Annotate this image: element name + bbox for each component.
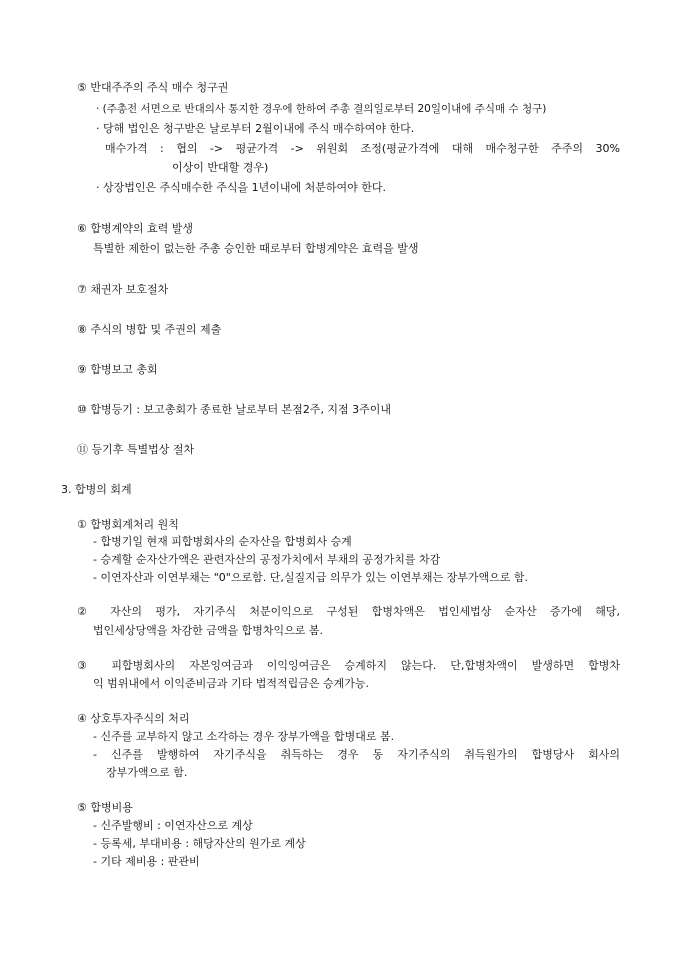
item-8-heading: ⑧ 주식의 병합 및 주권의 제출 (77, 323, 222, 336)
text-line: 매수가격 : 협의 -> 평균가격 -> 위원회 조정(평균가격에 대해 매수청구한 주주의 30% (105, 142, 620, 155)
bullet-line: · (주총전 서면으로 반대의사 통지한 경우에 한하여 주총 결의일로부터 20일이내에 주식매 수 청구) (96, 103, 547, 115)
dash-line: - 기타 제비용 : 판관비 (93, 855, 200, 868)
item-6-heading: ⑥ 합병계약의 효력 발생 (77, 222, 193, 235)
text-line: 익 범위내에서 이익준비금과 기타 법적적립금은 승계가능. (93, 677, 370, 690)
dash-line: - 합병기일 현재 피합병회사의 순자산을 합병회사 승계 (93, 535, 352, 548)
accounting-item-5-heading: ⑤ 합병비용 (77, 801, 133, 814)
item-10-heading: ⑩ 합병등기 : 보고총회가 종료한 날로부터 본점2주, 지점 3주이내 (77, 403, 392, 416)
item-11-heading: ⑪ 등기후 특별법상 절차 (77, 443, 195, 456)
accounting-item-2-heading: ② 자산의 평가, 자기주식 처분이익으로 구성된 합병차액은 법인세법상 순자산 증가에 해당, (77, 605, 620, 618)
text-line: 법인세상당액을 차감한 금액을 합병차익으로 봄. (93, 624, 324, 637)
dash-line: - 등록세, 부대비용 : 해당자산의 원가로 계상 (93, 837, 306, 850)
accounting-item-3-heading: ③ 피합병회사의 자본잉여금과 이익잉여금은 승계하지 않는다. 단,합병차액이 발생하면 합병차 (77, 659, 620, 672)
item-9-heading: ⑨ 합병보고 총회 (77, 363, 158, 376)
text-line: 이상이 반대할 경우) (172, 161, 269, 174)
accounting-item-4-heading: ④ 상호투자주식의 처리 (77, 712, 190, 725)
accounting-item-1-heading: ① 합병회계처리 원칙 (77, 518, 179, 531)
dash-line: - 이연자산과 이연부채는 "0"으로함. 단,실질지급 의무가 있는 이연부채는 장부가액으로 함. (93, 571, 528, 584)
item-5-heading: ⑤ 반대주주의 주식 매수 청구권 (77, 81, 229, 94)
section-3-heading: 3. 합병의 회계 (61, 483, 132, 496)
text-line: 장부가액으로 함. (106, 766, 188, 779)
dash-line: - 신주를 발행하여 자기주식을 취득하는 경우 동 자기주식의 취득원가의 합병당사 회사의 (93, 748, 620, 761)
dash-line: - 승계할 순자산가액은 관련자산의 공정가치에서 부채의 공정가치를 차감 (93, 553, 441, 566)
dash-line: - 신주를 교부하지 않고 소각하는 경우 장부가액을 합병대로 봄. (93, 730, 395, 743)
item-7-heading: ⑦ 채권자 보호절차 (77, 283, 169, 296)
bullet-line: · 당해 법인은 청구받은 날로부터 2월이내에 주식 매수하여야 한다. (96, 122, 415, 135)
text-line: 특별한 제한이 없는한 주총 승인한 때로부터 합병계약은 효력을 발생 (93, 242, 419, 255)
dash-line: - 신주발행비 : 이연자산으로 계상 (93, 819, 253, 832)
bullet-line: · 상장법인은 주식매수한 주식을 1년이내에 처분하여야 한다. (96, 181, 386, 194)
